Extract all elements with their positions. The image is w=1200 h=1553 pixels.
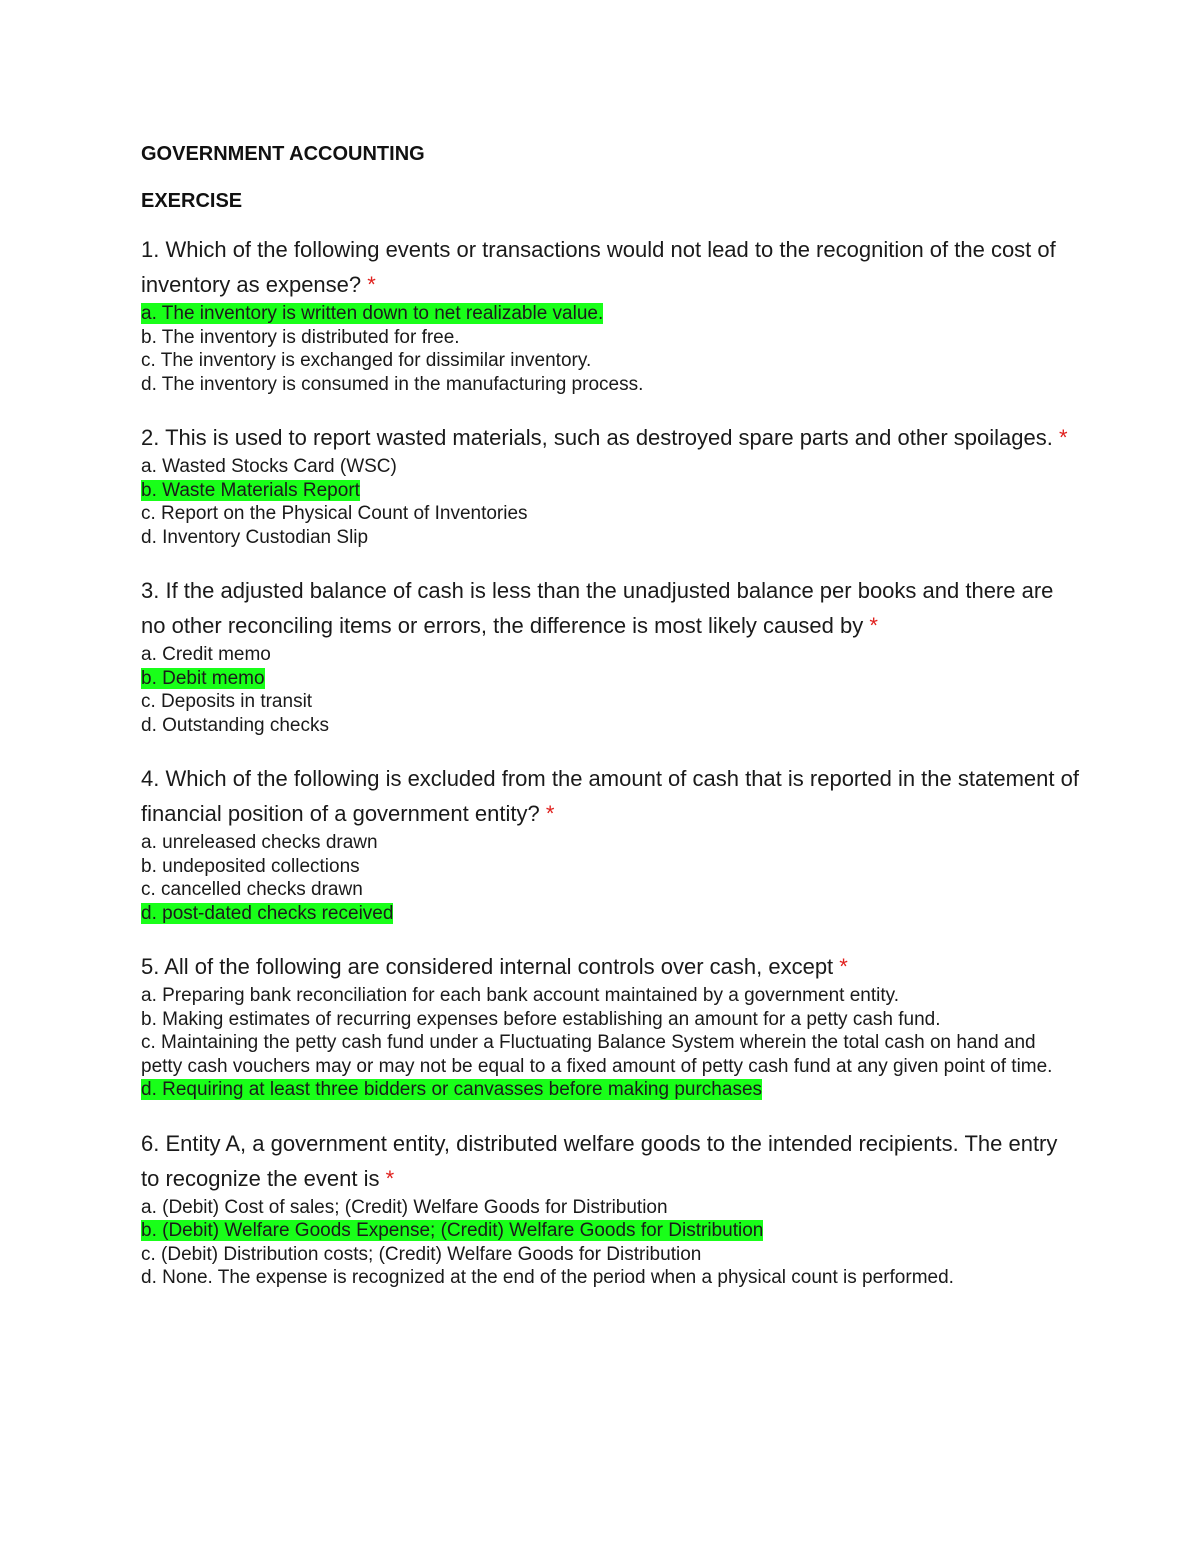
option-list [141,984,1081,1102]
option-list [141,831,1081,925]
option-a: a. Wasted Stocks Card (WSC) [141,456,397,477]
question-text: 5. All of the following are considered internal controls over cash, except * [141,954,848,979]
required-marker: * [869,613,878,638]
option-list [141,302,1081,396]
question-2 [141,420,1081,549]
question-4 [141,761,1081,925]
option-c: c. Deposits in transit [141,691,313,712]
question-1 [141,232,1081,396]
question-text: 1. Which of the following events or transactions would not lead to the recognition of the cost of inventory as expense? * [141,237,1056,297]
question-3 [141,573,1081,737]
option-c: c. cancelled checks drawn [141,879,363,900]
option-a: a. Preparing bank reconciliation for each bank account maintained by a government entity. [141,985,899,1006]
question-text: 3. If the adjusted balance of cash is less than the unadjusted balance per books and there are no other reconciling items or errors, the difference is most likely caused by * [141,578,1054,638]
option-d: d. None. The expense is recognized at the end of the period when a physical count is performed. [141,1267,954,1288]
option-c: c. Report on the Physical Count of Inventories [141,503,528,524]
option-c: c. The inventory is exchanged for dissimilar inventory. [141,350,592,371]
question-text: 6. Entity A, a government entity, distributed welfare goods to the intended recipients. The entry to recognize the event is * [141,1130,1058,1191]
required-marker: * [367,272,376,297]
option-b: b. undeposited collections [141,855,360,877]
option-list [141,643,1081,737]
document-page [141,141,1081,1314]
option-b: b. Debit memo [141,667,265,689]
option-list [141,1196,1081,1290]
question-text: 4. Which of the following is excluded from the amount of cash that is reported in the statement of financial position of a government entity? * [141,766,1079,826]
option-b: b. Waste Materials Report [141,479,360,501]
document-title: GOVERNMENT ACCOUNTING [141,143,425,165]
option-a: a. Credit memo [141,644,271,665]
option-a: a. The inventory is written down to net realizable value. [141,303,604,324]
required-marker: * [1058,425,1068,450]
option-c: c. Maintaining the petty cash fund under a Fluctuating Balance System wherein the total cash on hand and petty cash vouchers may or may not be equal to a fixed amount of petty cash fund at any given point of time. [141,1032,1053,1077]
option-a: a. (Debit) Cost of sales; (Credit) Welfare Goods for Distribution [141,1196,668,1218]
question-6 [141,1126,1081,1290]
question-5 [141,949,1081,1102]
required-marker: * [545,801,555,826]
option-d: d. The inventory is consumed in the manufacturing process. [141,373,644,395]
option-b: b. The inventory is distributed for free. [141,326,460,348]
option-c: c. (Debit) Distribution costs; (Credit) Welfare Goods for Distribution [141,1243,702,1265]
option-d: d. post-dated checks received [141,902,394,924]
question-text: 2. This is used to report wasted materials, such as destroyed spare parts and other spoilages. * [141,425,1068,450]
option-d: d. Requiring at least three bidders or canvasses before making purchases [141,1079,763,1100]
option-d: d. Outstanding checks [141,714,329,736]
option-b: b. Making estimates of recurring expenses before establishing an amount for a petty cash fund. [141,1008,941,1030]
option-list [141,455,1081,549]
required-marker: * [839,954,848,979]
option-a: a. unreleased checks drawn [141,832,378,853]
document-subtitle: EXERCISE [141,190,243,212]
required-marker: * [385,1165,395,1191]
question-list [141,232,1081,1290]
option-d: d. Inventory Custodian Slip [141,526,369,548]
option-b: b. (Debit) Welfare Goods Expense; (Credit) Welfare Goods for Distribution [141,1220,764,1241]
